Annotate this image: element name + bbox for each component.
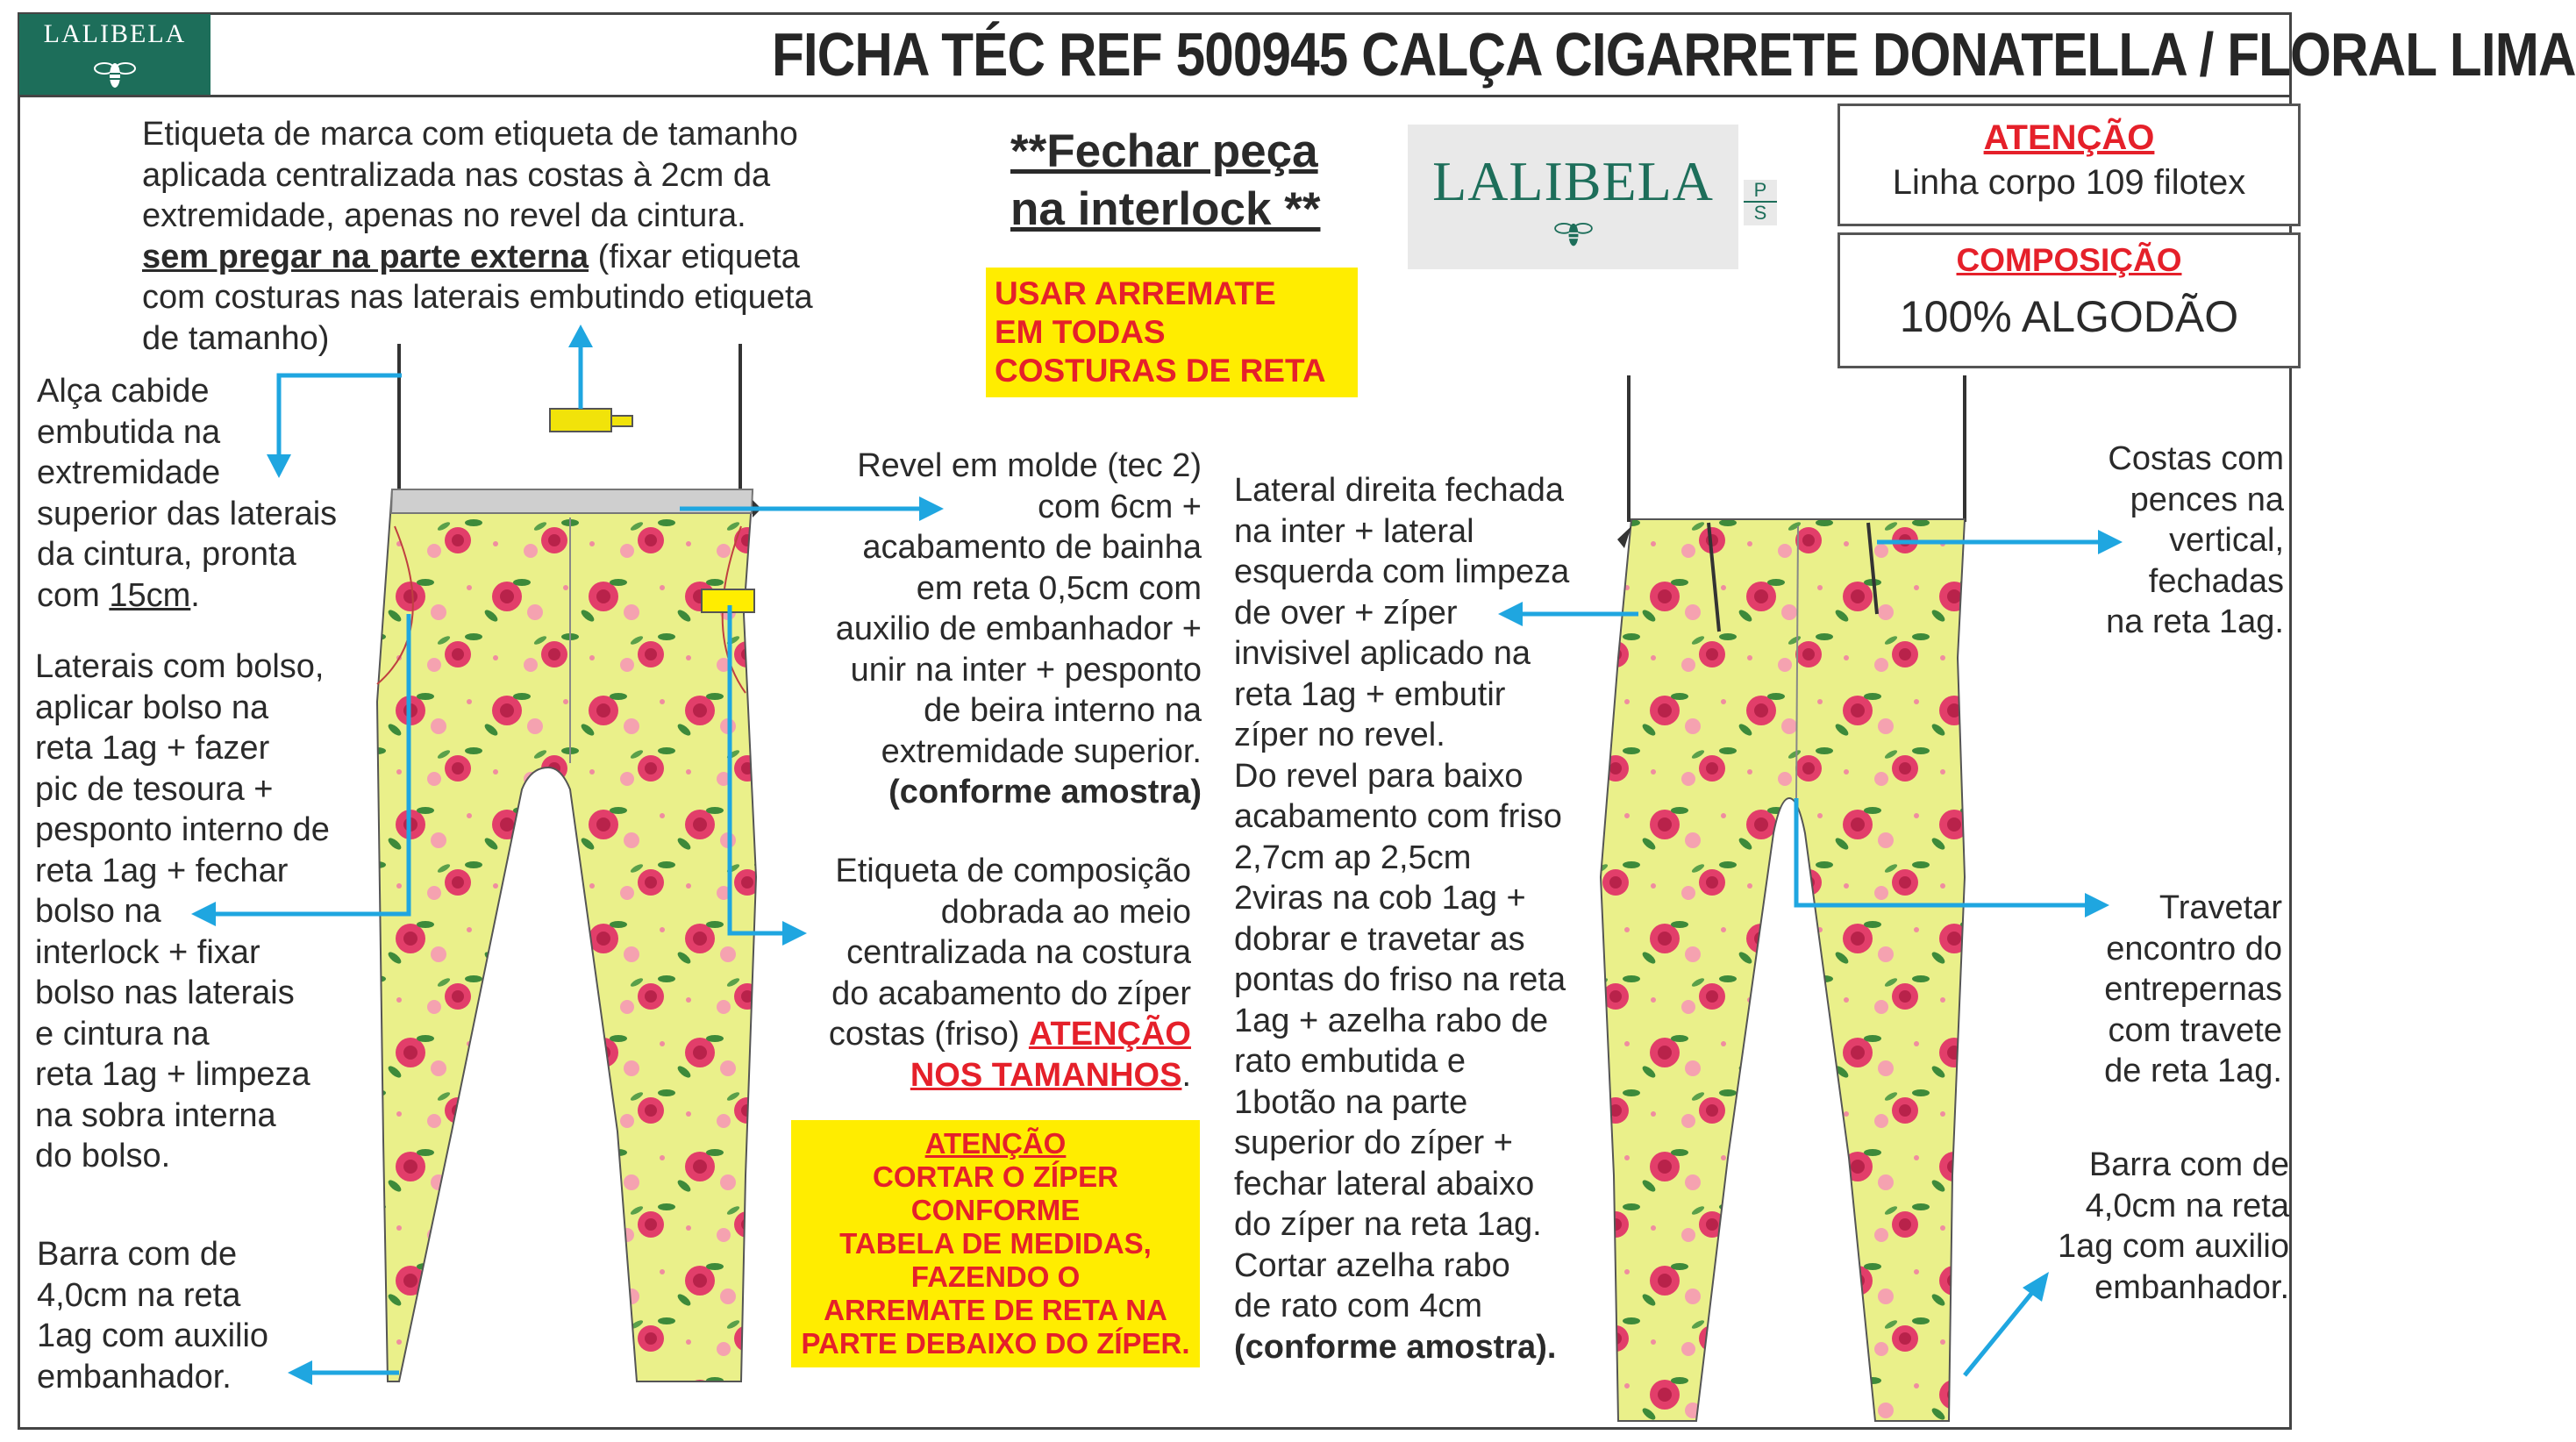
note-brand-label: [142, 114, 813, 359]
note-line: [37, 575, 337, 617]
note-line: em reta 0,5cm com: [916, 569, 1202, 607]
note-line: de over + zíper: [1234, 594, 1458, 632]
note-line: Barra com de: [2088, 1146, 2289, 1183]
note-line: Etiqueta de composição: [835, 853, 1191, 889]
note-line: bolso nas laterais: [35, 974, 295, 1011]
note-line: 1ag + azelha rabo de: [1234, 1002, 1549, 1039]
front-pants-drawing: [377, 344, 761, 1381]
note-line: Etiqueta de marca com etiqueta de tamanho: [142, 116, 798, 153]
note-text: .: [190, 576, 200, 614]
note-line: esquerda com limpeza: [1234, 553, 1570, 590]
center-brand-text: LALIBELA: [1432, 150, 1714, 212]
note-line: de tamanho): [142, 319, 330, 357]
brand-label-icon: [550, 409, 632, 432]
size-tag-ps: [1744, 180, 1777, 225]
note-line: entrepernas: [2104, 971, 2282, 1008]
note-emphasis: 15cm: [109, 576, 191, 614]
note-line: na inter + lateral: [1234, 512, 1474, 550]
warning-line: CONFORME: [910, 1194, 1081, 1226]
brand-logo-text: LALIBELA: [43, 19, 187, 48]
note-line: 2viras na cob 1ag +: [1234, 880, 1526, 917]
note-line: aplicada centralizada nas costas à 2cm da: [142, 156, 771, 194]
note-text: (fixar etiqueta: [589, 238, 800, 275]
note-hem-front: [37, 1234, 268, 1397]
thread-info-box: [1837, 104, 2301, 226]
warning-line: CORTAR O ZÍPER: [873, 1160, 1118, 1193]
note-text: com: [37, 576, 110, 614]
note-side-zipper: [1234, 470, 1569, 1367]
warning-line: COSTURAS DE RETA: [995, 353, 1326, 389]
note-line: encontro do: [2106, 930, 2282, 967]
note-line: invisivel aplicado na: [1234, 635, 1531, 672]
note-line: (conforme amostra): [888, 774, 1202, 810]
note-line: da cintura, pronta: [37, 536, 296, 573]
note-line: reta 1ag + fazer: [35, 730, 270, 767]
zipper-warning-box: [791, 1120, 1200, 1367]
warning-line: PARTE DEBAIXO DO ZÍPER.: [801, 1327, 1190, 1360]
note-line: extremidade, apenas no revel da cintura.: [142, 197, 746, 234]
note-line: embanhador.: [2094, 1268, 2289, 1306]
note-line: de beira interno na: [924, 692, 1202, 729]
note-line: pesponto interno de: [35, 811, 330, 848]
note-line: pontas do friso na reta: [1234, 961, 1566, 998]
note-line: e cintura na: [35, 1015, 210, 1053]
note-line: Barra com de: [37, 1236, 238, 1273]
composition-value: 100% ALGODÃO: [1899, 292, 2239, 341]
note-line: com 6cm +: [1038, 488, 1202, 525]
back-pants-drawing: [1601, 375, 1965, 1421]
note-line: na reta 1ag.: [2106, 603, 2284, 640]
note-hanger-loop: [37, 371, 337, 616]
note-line: Revel em molde (tec 2): [857, 447, 1202, 484]
note-line: extremidade: [37, 454, 221, 491]
note-line: [763, 1055, 1191, 1096]
note-line: do zíper na reta 1ag.: [1234, 1206, 1542, 1243]
note-line: embanhador.: [37, 1358, 232, 1396]
close-piece-note: [1010, 123, 1320, 239]
note-line: fechar lateral abaixo: [1234, 1165, 1535, 1203]
note-line: reta 1ag + fechar: [35, 852, 289, 889]
note-line: com travete: [2108, 1011, 2282, 1049]
note-line: 1ag com auxilio: [2057, 1228, 2289, 1265]
warning-line: FAZENDO O: [910, 1260, 1081, 1293]
note-line: Laterais com bolso,: [35, 648, 325, 685]
note-line: com costuras nas laterais embutindo etiqueta: [142, 279, 813, 316]
note-line: na interlock **: [1010, 183, 1321, 235]
finishing-warning-box: [986, 268, 1358, 397]
thread-info-value: Linha corpo 109 filotex: [1892, 163, 2246, 202]
note-line: reta 1ag + limpeza: [35, 1056, 310, 1093]
note-line: **Fechar peça: [1010, 125, 1318, 177]
note-line: [142, 237, 813, 278]
note-line: embutida na: [37, 413, 221, 451]
note-line: 4,0cm na reta: [2085, 1187, 2289, 1224]
note-composition-label: [763, 851, 1191, 1096]
note-line: auxilio de embanhador +: [835, 610, 1202, 647]
size-tag-p: P: [1753, 179, 1767, 201]
note-line: Do revel para baixo: [1234, 757, 1523, 795]
note-line: aplicar bolso na: [35, 689, 269, 726]
note-line: acabamento de bainha: [862, 529, 1202, 566]
note-text: costas (friso): [828, 1016, 1029, 1053]
note-text: .: [1181, 1056, 1191, 1094]
note-line: Lateral direita fechada: [1234, 472, 1565, 509]
note-line: centralizada na costura: [846, 934, 1191, 971]
note-line: acabamento com friso: [1234, 798, 1562, 835]
note-line: Costas com: [2108, 440, 2284, 477]
note-line: de rato com 4cm: [1234, 1288, 1482, 1324]
note-line: Alça cabide: [37, 373, 210, 410]
note-line: zíper no revel.: [1234, 717, 1445, 753]
note-line: do bolso.: [35, 1138, 171, 1174]
size-tag-s: S: [1744, 201, 1777, 224]
front-pants-body: [377, 489, 756, 1381]
page-title: FICHA TÉC REF 500945 CALÇA CIGARRETE DONATELLA / FLORAL LIMA: [772, 20, 2576, 89]
note-line: dobrar e travetar as: [1234, 920, 1525, 958]
note-line: de reta 1ag.: [2104, 1053, 2282, 1089]
note-line: 2,7cm ap 2,5cm: [1234, 839, 1472, 876]
note-line: dobrada ao meio: [940, 893, 1191, 931]
note-line: 4,0cm na reta: [37, 1276, 241, 1314]
note-line: pic de tesoura +: [35, 770, 274, 808]
note-line: vertical,: [2169, 522, 2284, 559]
bee-icon: [1553, 214, 1594, 249]
note-warning: NOS TAMANHOS: [910, 1056, 1182, 1094]
note-hem-back: [2000, 1145, 2289, 1308]
note-side-pockets: [35, 646, 330, 1177]
note-line: interlock + fixar: [35, 933, 260, 971]
note-line: bolso na: [35, 893, 161, 930]
note-line: extremidade superior.: [881, 732, 1202, 770]
note-line: fechadas: [2148, 562, 2284, 600]
warning-line: EM TODAS: [995, 314, 1166, 350]
note-line: superior do zíper +: [1234, 1124, 1513, 1161]
note-line: do acabamento do zíper: [831, 974, 1191, 1012]
note-facing: [763, 446, 1202, 813]
warning-line: ARREMATE DE RETA NA: [824, 1294, 1167, 1326]
note-line: superior das laterais: [37, 495, 338, 532]
thread-info-heading: ATENÇÃO: [1983, 118, 2155, 157]
note-line: rato embutida e: [1234, 1043, 1466, 1080]
note-line: unir na inter + pesponto: [850, 651, 1202, 689]
composition-info-box: [1837, 232, 2301, 368]
back-pants-body: [1601, 519, 1965, 1421]
note-line: Cortar azelha rabo: [1234, 1246, 1510, 1284]
note-line: reta 1ag + embutir: [1234, 675, 1506, 713]
note-crotch-bartack: [2000, 888, 2282, 1092]
note-emphasis: sem pregar na parte externa: [142, 238, 589, 275]
warning-line: TABELA DE MEDIDAS,: [839, 1227, 1152, 1260]
note-line: 1ag com auxilio: [37, 1317, 269, 1354]
note-line: na sobra interna: [35, 1096, 276, 1134]
note-warning: ATENÇÃO: [1028, 1016, 1191, 1053]
center-brand-logo: [1408, 125, 1738, 269]
composition-heading: COMPOSIÇÃO: [1956, 242, 2182, 278]
note-line: (conforme amostra).: [1234, 1328, 1557, 1366]
warning-line: USAR ARREMATE: [995, 275, 1276, 311]
warning-line: ATENÇÃO: [924, 1127, 1067, 1160]
note-line: 1botão na parte: [1234, 1083, 1468, 1121]
note-line: Travetar: [2159, 889, 2282, 926]
note-line: [763, 1014, 1191, 1055]
note-back-darts: [2017, 439, 2284, 643]
note-line: pences na: [2130, 481, 2284, 518]
